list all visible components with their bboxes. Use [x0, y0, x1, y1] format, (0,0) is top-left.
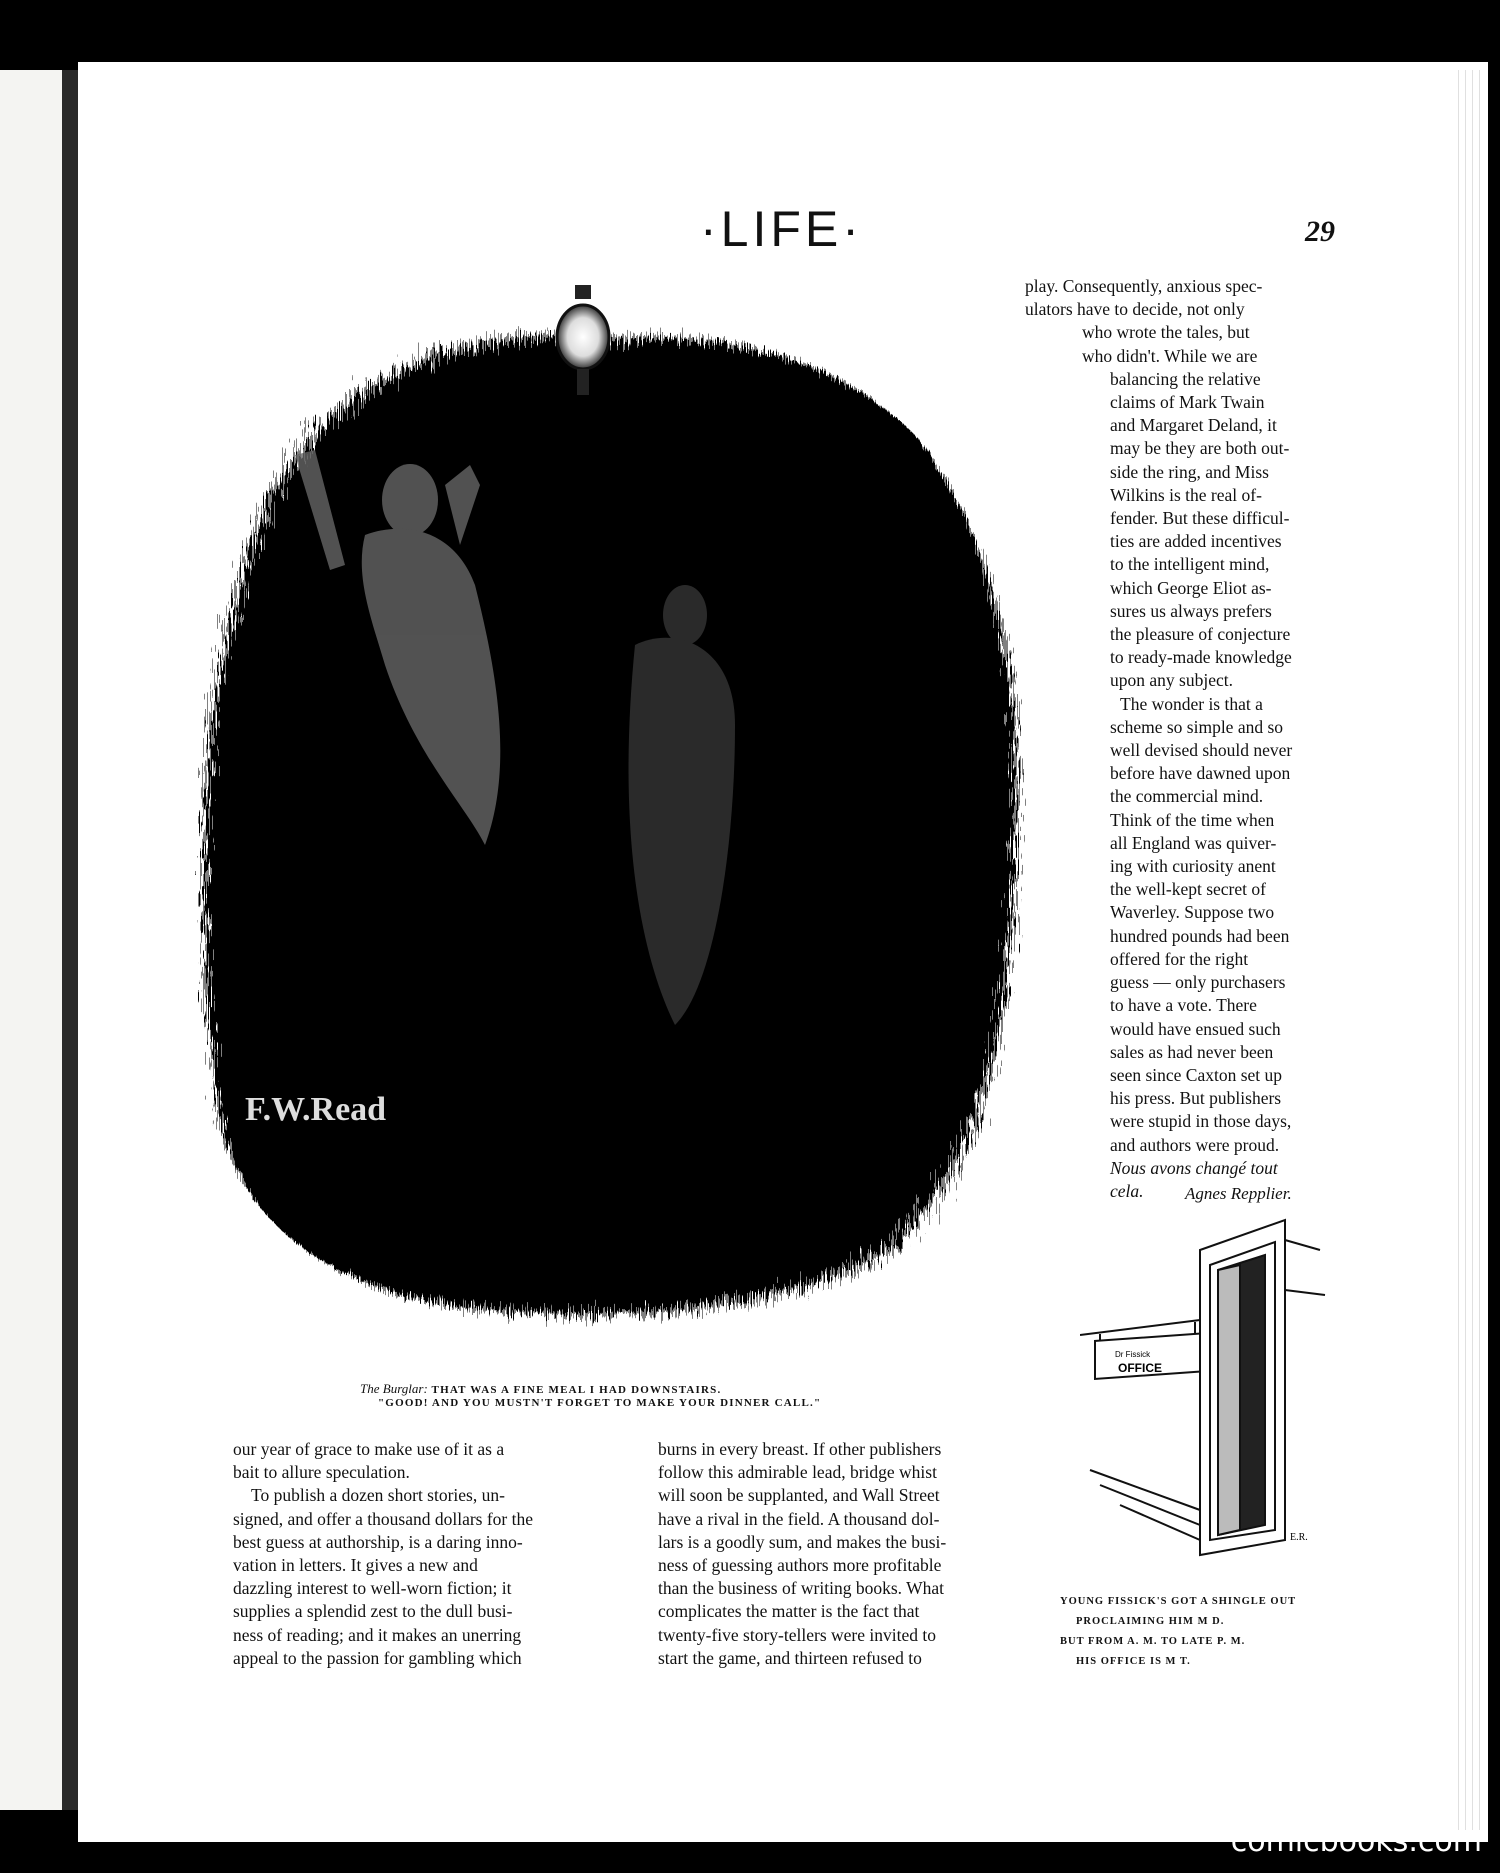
- artist-signature: F.W.Read: [245, 1091, 387, 1128]
- text-line: his press. But publishers: [1110, 1088, 1282, 1109]
- caption-line-1: THAT WAS A FINE MEAL I HAD DOWNSTAIRS.: [431, 1384, 722, 1396]
- text-line: claims of Mark Twain: [1110, 392, 1265, 413]
- text-line: would have ensued such: [1110, 1018, 1281, 1039]
- text-line: cela.: [1110, 1180, 1144, 1201]
- burglar-illustration: [195, 285, 1060, 1345]
- cartoon-caption: [1060, 1592, 1350, 1672]
- text-line: follow this admirable lead, bridge whist: [658, 1462, 937, 1483]
- text-line: lars is a goodly sum, and makes the busi-: [658, 1531, 947, 1552]
- text-line: complicates the matter is the fact that: [658, 1601, 920, 1622]
- bottom-middle-column: [658, 1438, 1038, 1670]
- doctor-office-cartoon: [1080, 1210, 1340, 1580]
- text-line: dazzling interest to well-worn fiction; it: [233, 1578, 512, 1599]
- bottom-left-column: [233, 1438, 628, 1670]
- illustration-caption: [360, 1381, 1060, 1409]
- text-line: Nous avons changé tout: [1110, 1157, 1278, 1178]
- text-line: ness of guessing authors more profitable: [658, 1555, 942, 1576]
- text-line: ulators have to decide, not only: [1025, 299, 1245, 320]
- text-line: Wilkins is the real of-: [1110, 484, 1262, 505]
- text-line: upon any subject.: [1110, 670, 1233, 691]
- text-line: have a rival in the field. A thousand dol-: [658, 1508, 940, 1529]
- text-line: guess — only purchasers: [1110, 972, 1286, 993]
- text-line: the pleasure of conjecture: [1110, 624, 1291, 645]
- text-line: appeal to the passion for gambling which: [233, 1647, 522, 1668]
- text-line: play. Consequently, anxious spec-: [1025, 276, 1263, 296]
- text-line: Waverley. Suppose two: [1110, 902, 1275, 923]
- caption-speaker: The Burglar:: [360, 1381, 428, 1396]
- text-line: may be they are both out-: [1110, 438, 1290, 459]
- text-line: ing with curiosity anent: [1110, 856, 1276, 877]
- text-line: hundred pounds had been: [1110, 925, 1290, 946]
- text-line: and authors were proud.: [1110, 1134, 1280, 1155]
- watermark: comicbooks.com: [1230, 1824, 1482, 1859]
- page-title: ·LIFE·: [700, 201, 863, 257]
- text-line: side the ring, and Miss: [1110, 461, 1269, 482]
- text-line: before have dawned upon: [1110, 763, 1291, 784]
- text-line: twenty-five story-tellers were invited to: [658, 1624, 936, 1645]
- text-line: best guess at authorship, is a daring inno-: [233, 1531, 523, 1552]
- text-line: sales as had never been: [1110, 1041, 1274, 1062]
- text-line: Think of the time when: [1110, 809, 1275, 830]
- sign-name: Dr Fissick: [1115, 1350, 1151, 1359]
- text-line: to the intelligent mind,: [1110, 554, 1270, 575]
- text-line: who didn't. While we are: [1082, 345, 1258, 366]
- text-line: will soon be supplanted, and Wall Street: [658, 1485, 940, 1506]
- cartoon-caption-line: YOUNG FISSICK'S GOT A SHINGLE OUT: [1060, 1596, 1297, 1607]
- page-number: 29: [1305, 215, 1335, 248]
- text-line: the commercial mind.: [1110, 786, 1264, 807]
- text-line: supplies a splendid zest to the dull busi-: [233, 1601, 513, 1622]
- text-line: The wonder is that a: [1120, 693, 1263, 714]
- text-line: seen since Caxton set up: [1110, 1064, 1283, 1085]
- book-gutter: [62, 70, 78, 1810]
- page-edge-right: [1455, 70, 1485, 1830]
- text-line: ties are added incentives: [1110, 531, 1282, 552]
- text-line: balancing the relative: [1110, 368, 1261, 389]
- right-column-text: [1025, 275, 1335, 1203]
- text-line: offered for the right: [1110, 948, 1249, 969]
- caption-line-2: "GOOD! AND YOU MUSTN'T FORGET TO MAKE YOUR DINNER CALL.": [378, 1397, 822, 1409]
- cartoon-caption-line: HIS OFFICE IS M T.: [1076, 1656, 1191, 1667]
- text-line: ness of reading; and it makes an unerring: [233, 1624, 522, 1645]
- text-line: our year of grace to make use of it as a: [233, 1439, 505, 1459]
- text-line: vation in letters. It gives a new and: [233, 1555, 478, 1576]
- text-line: bait to allure speculation.: [233, 1462, 410, 1483]
- text-line: than the business of writing books. What: [658, 1578, 944, 1599]
- text-line: signed, and offer a thousand dollars for the: [233, 1508, 534, 1529]
- text-line: start the game, and thirteen refused to: [658, 1647, 922, 1668]
- text-line: who wrote the tales, but: [1082, 322, 1250, 343]
- text-line: were stupid in those days,: [1110, 1111, 1292, 1132]
- text-line: burns in every breast. If other publishers: [658, 1439, 942, 1459]
- text-line: all England was quiver-: [1110, 832, 1277, 853]
- text-line: To publish a dozen short stories, un-: [251, 1485, 505, 1506]
- cartoon-initials: E.R.: [1290, 1532, 1308, 1543]
- text-line: scheme so simple and so: [1110, 716, 1284, 737]
- cartoon-caption-line: BUT FROM A. M. TO LATE P. M.: [1060, 1636, 1246, 1647]
- text-line: sures us always prefers: [1110, 600, 1272, 621]
- cartoon-caption-line: PROCLAIMING HIM M D.: [1076, 1616, 1225, 1627]
- sign-office: OFFICE: [1118, 1361, 1162, 1375]
- author-signature: Agnes Repplier.: [1185, 1184, 1292, 1203]
- text-line: the well-kept secret of: [1110, 879, 1266, 900]
- left-page-edge: [0, 70, 66, 1810]
- text-line: to have a vote. There: [1110, 995, 1257, 1016]
- text-line: which George Eliot as-: [1110, 577, 1272, 598]
- text-line: fender. But these difficul-: [1110, 508, 1290, 529]
- text-line: well devised should never: [1110, 740, 1293, 761]
- text-line: to ready-made knowledge: [1110, 647, 1292, 668]
- text-line: and Margaret Deland, it: [1110, 415, 1277, 436]
